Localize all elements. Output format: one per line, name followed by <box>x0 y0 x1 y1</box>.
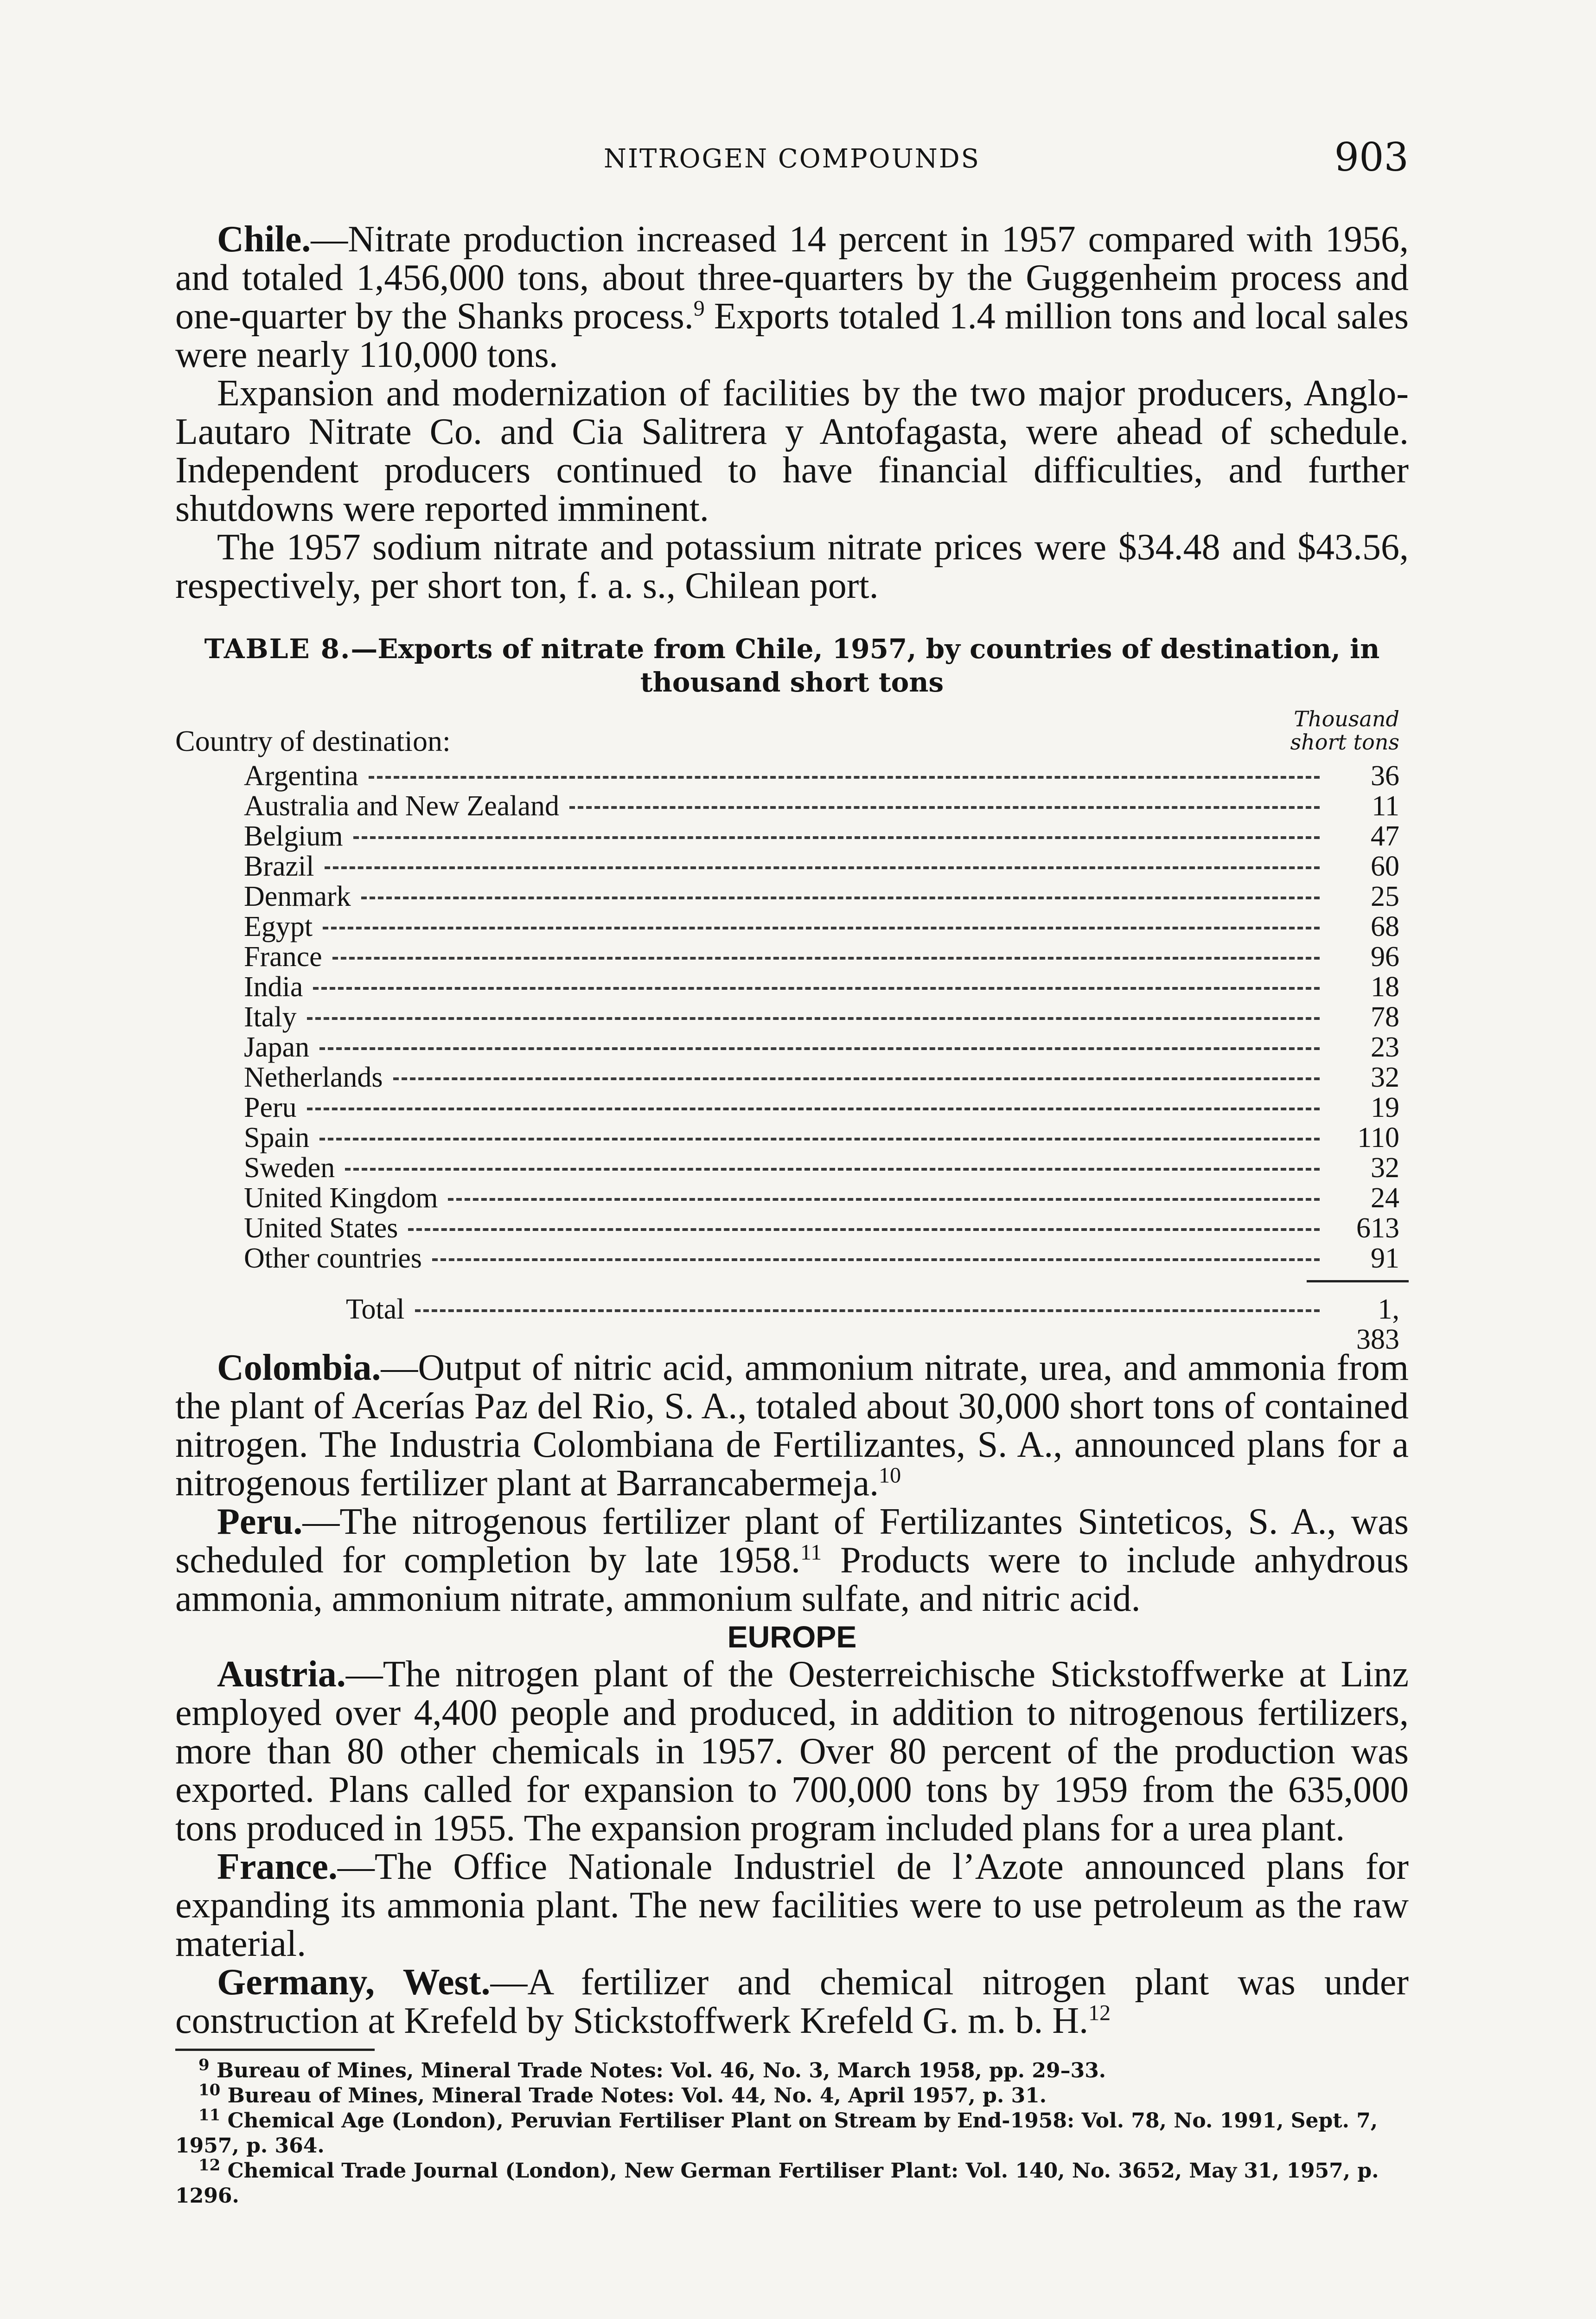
table-body <box>175 761 1409 1274</box>
country-name: Egypt <box>244 911 313 942</box>
dot-leader <box>569 806 1320 809</box>
germany-text: —A fertilizer and chemical nitrogen plant was under construction at Krefeld by Stickstoffwerk Krefeld G. m. b. H. <box>175 1962 1409 2041</box>
country-name: Argentina <box>244 760 358 792</box>
table-row <box>175 912 1409 942</box>
table-row <box>175 1243 1409 1274</box>
chile-paragraph-1 <box>175 220 1409 374</box>
chile-paragraph-3: The 1957 sodium nitrate and potassium nitrate prices were $34.48 and $43.56, respectively, per short ton, f. a. s., Chilean port. <box>175 527 1409 606</box>
france-lead: France. <box>217 1846 338 1887</box>
unit-label <box>1290 707 1399 754</box>
export-value: 19 <box>1371 1092 1399 1123</box>
country-name: Italy <box>244 1001 297 1033</box>
dot-leader <box>307 1108 1320 1110</box>
country-name: Denmark <box>244 881 351 912</box>
export-value: 32 <box>1371 1062 1399 1093</box>
peru-paragraph <box>175 1503 1409 1618</box>
footnote-mark: 9 <box>198 2056 210 2075</box>
country-name: Japan <box>244 1031 310 1063</box>
table-row <box>175 821 1409 852</box>
footnote <box>175 2058 1409 2083</box>
footnote-text: Chemical Trade Journal (London), New German Fertiliser Plant: Vol. 140, No. 3652, May 31, 1957, p. 1296. <box>175 2159 1379 2208</box>
table-row <box>175 1123 1409 1153</box>
table-total-row <box>175 1294 1409 1355</box>
table-row <box>175 942 1409 972</box>
footnote-mark: 10 <box>198 2081 221 2100</box>
dot-leader <box>415 1309 1320 1312</box>
peru-text-end: Products were to include anhydrous ammonia, ammonium nitrate, ammonium sulfate, and nitric acid. <box>175 1540 1409 1619</box>
peru-text: —The nitrogenous fertilizer plant of Fertilizantes Sinteticos, S. A., was scheduled for completion by late 1958. <box>175 1501 1409 1581</box>
dot-leader <box>313 987 1320 990</box>
main-column <box>175 220 1409 2209</box>
dot-leader <box>323 927 1320 929</box>
footnote-ref-10: 10 <box>879 1463 901 1488</box>
export-value: 78 <box>1371 1001 1399 1033</box>
colombia-text: —Output of nitric acid, ammonium nitrate, urea, and ammonia from the plant of Acerías Paz del Rio, S. A., totaled about 30,000 short tons of contained nitrogen. The Industria Colombiana de Fertilizantes, S. A., announced plans for a nitrogenous fertilizer plant at Barrancabermeja. <box>175 1347 1409 1504</box>
total-value: 1, 383 <box>1356 1294 1399 1355</box>
austria-lead: Austria. <box>217 1654 346 1695</box>
export-value: 91 <box>1371 1243 1399 1274</box>
dot-leader <box>353 836 1320 839</box>
france-text: —The Office Nationale Industriel de l’Azote announced plans for expanding its ammonia plant. The new facilities were to use petroleum as the raw material. <box>175 1846 1409 1964</box>
total-rule <box>1307 1280 1409 1282</box>
export-value: 25 <box>1371 881 1399 912</box>
page-number: 903 <box>1334 135 1409 180</box>
table-number: TABLE 8. <box>204 633 351 665</box>
table-row <box>175 1153 1409 1183</box>
chile-paragraph-2: Expansion and modernization of facilities by the two major producers, Anglo-Lautaro Nitrate Co. and Cia Salitrera y Antofagasta, were ahead of schedule. Independent producers continued to have financial difficulties, and further shutdowns were reported imminent. <box>175 373 1409 529</box>
export-value: 36 <box>1371 760 1399 792</box>
dot-leader <box>432 1258 1320 1261</box>
export-value: 60 <box>1371 851 1399 882</box>
export-value: 32 <box>1371 1152 1399 1184</box>
footnote-text: Bureau of Mines, Mineral Trade Notes: Vol. 44, No. 4, April 1957, p. 31. <box>227 2084 1047 2108</box>
table-row <box>175 852 1409 882</box>
country-name: France <box>244 941 322 973</box>
table-caption-text: —Exports of nitrate from Chile, 1957, by countries of destination, in thousand short tons <box>351 633 1380 698</box>
footnote <box>175 2108 1409 2159</box>
table-row <box>175 1093 1409 1123</box>
country-name: Spain <box>244 1122 310 1153</box>
country-name: Other countries <box>244 1243 422 1274</box>
export-value: 18 <box>1371 971 1399 1003</box>
country-name: Australia and New Zealand <box>244 790 560 822</box>
unit-label-line1: Thousand <box>1294 706 1399 731</box>
dot-leader <box>345 1168 1320 1171</box>
colombia-lead: Colombia. <box>217 1347 381 1388</box>
footnote <box>175 2083 1409 2108</box>
footnote-ref-11: 11 <box>800 1540 822 1565</box>
dot-leader <box>448 1198 1320 1201</box>
footnote-rule <box>175 2049 375 2051</box>
dot-leader <box>319 1047 1320 1050</box>
footnote <box>175 2156 1409 2209</box>
peru-lead: Peru. <box>217 1501 303 1542</box>
country-name: Brazil <box>244 851 314 882</box>
table-row <box>175 882 1409 912</box>
total-label: Total <box>346 1294 405 1325</box>
footnote-ref-12: 12 <box>1088 2000 1111 2025</box>
table-row <box>175 1213 1409 1243</box>
france-paragraph <box>175 1848 1409 1963</box>
page-header <box>175 135 1409 190</box>
export-value: 24 <box>1371 1182 1399 1214</box>
footnotes <box>175 2058 1409 2209</box>
table-row <box>175 972 1409 1002</box>
dot-leader <box>307 1017 1320 1020</box>
export-value: 11 <box>1372 790 1399 822</box>
table-row <box>175 761 1409 791</box>
export-value: 110 <box>1357 1122 1399 1153</box>
table-row <box>175 791 1409 821</box>
colombia-paragraph <box>175 1349 1409 1503</box>
export-value: 23 <box>1371 1031 1399 1063</box>
dot-leader <box>361 897 1320 899</box>
austria-paragraph <box>175 1655 1409 1848</box>
running-head: NITROGEN COMPOUNDS <box>603 144 981 174</box>
country-name: Peru <box>244 1092 297 1123</box>
export-value: 96 <box>1371 941 1399 973</box>
export-value: 613 <box>1356 1212 1399 1244</box>
country-name: India <box>244 971 303 1003</box>
country-column-header: Country of destination: <box>175 724 451 757</box>
dot-leader <box>408 1228 1320 1231</box>
dot-leader <box>393 1077 1320 1080</box>
export-value: 68 <box>1371 911 1399 942</box>
footnote-text: Chemical Age (London), Peruvian Fertiliser Plant on Stream by End-1958: Vol. 78, No. 1991, Sept. 7, 1957, p. 364. <box>175 2109 1378 2158</box>
table-caption <box>175 632 1409 699</box>
country-name: Sweden <box>244 1152 335 1184</box>
chile-text-1: —Nitrate production increased 14 percent in 1957 compared with 1956, and totaled 1,456,000 tons, about three-quarters by the Guggenheim process and one-quarter by the Shanks process. <box>175 219 1409 337</box>
unit-label-line2: short tons <box>1290 730 1399 755</box>
export-value: 47 <box>1371 820 1399 852</box>
table-row <box>175 1032 1409 1063</box>
footnote-mark: 11 <box>198 2106 221 2125</box>
footnote-mark: 12 <box>198 2156 221 2175</box>
country-name: United States <box>244 1212 398 1244</box>
dot-leader <box>369 776 1320 779</box>
germany-lead: Germany, West. <box>217 1962 491 2003</box>
europe-heading: EUROPE <box>727 1620 857 1654</box>
chile-lead: Chile. <box>217 219 311 260</box>
dot-leader <box>332 957 1320 960</box>
table-row <box>175 1002 1409 1032</box>
dot-leader <box>325 866 1320 869</box>
chile-text-1-end: Exports totaled 1.4 million tons and local sales were nearly 110,000 tons. <box>175 296 1409 375</box>
footnote-text: Bureau of Mines, Mineral Trade Notes: Vol. 46, No. 3, March 1958, pp. 29–33. <box>217 2059 1106 2082</box>
germany-paragraph <box>175 1963 1409 2040</box>
dot-leader <box>319 1138 1320 1140</box>
footnote-ref-9: 9 <box>693 296 705 321</box>
table-header <box>175 707 1409 758</box>
country-name: United Kingdom <box>244 1182 438 1214</box>
country-name: Netherlands <box>244 1062 383 1093</box>
table-row <box>175 1183 1409 1213</box>
country-name: Belgium <box>244 820 343 852</box>
austria-text: —The nitrogen plant of the Oesterreichische Stickstoffwerke at Linz employed over 4,400 people and produced, in addition to nitrogenous fertilizers, more than 80 other chemicals in 1957. Over 80 percent of the production was exported. Plans called for expansion to 700,000 tons by 1959 from the 635,000 tons produced in 1955. The expansion program included plans for a urea plant. <box>175 1654 1409 1849</box>
table-row <box>175 1063 1409 1093</box>
